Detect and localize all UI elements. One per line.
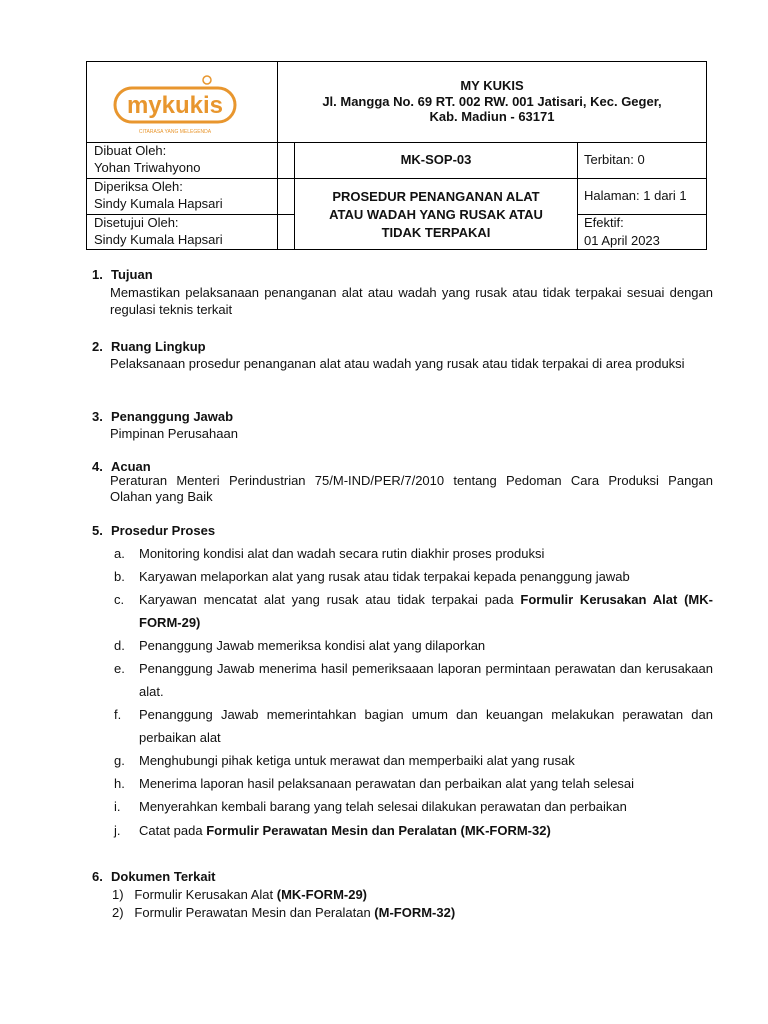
efektif-label: Efektif: bbox=[584, 215, 624, 230]
step-text: Penanggung Jawab menerima hasil pemeriksaaan laporan permintaan perawatan dan kerusakaan alat. bbox=[139, 661, 713, 699]
section-body: Memastikan pelaksanaan penanganan alat atau wadah yang rusak atau tidak terpakai sesuai dengan regulasi teknis terkait bbox=[110, 285, 713, 317]
step-letter: d. bbox=[114, 638, 125, 653]
step-text: Penanggung Jawab memerintahkan bagian umum dan keuangan melakukan perawatan dan perbaikan alat bbox=[139, 707, 713, 745]
logo-tagline: CITARASA YANG MELEGENDA bbox=[138, 129, 212, 135]
step-letter: h. bbox=[114, 776, 125, 791]
doc-name: Formulir Kerusakan Alat bbox=[134, 887, 277, 902]
company-address-line2: Kab. Madiun - 63171 bbox=[429, 109, 555, 124]
section-title: Prosedur Proses bbox=[111, 523, 216, 538]
section-body: Peraturan Menteri Perindustrian 75/M-IND/PER/7/2010 tentang Pedoman Cara Produksi Pangan Olahan yang Baik bbox=[110, 473, 713, 504]
step-letter: f. bbox=[114, 707, 122, 722]
section-number: 1. bbox=[92, 267, 103, 282]
step-letter: e. bbox=[114, 661, 125, 676]
section-dokumen-terkait bbox=[92, 868, 713, 888]
section-number: 4. bbox=[92, 459, 103, 474]
step-letter: c. bbox=[114, 592, 125, 607]
step-letter: j. bbox=[114, 823, 121, 838]
step-letter: a. bbox=[114, 546, 125, 561]
section-title: Dokumen Terkait bbox=[111, 869, 216, 884]
step-text: Menghubungi pihak ketiga untuk merawat dan memperbaiki alat yang rusak bbox=[139, 753, 575, 768]
diperiksa-name: Sindy Kumala Hapsari bbox=[94, 196, 223, 211]
related-document bbox=[112, 904, 455, 921]
doc-code: MK-SOP-03 bbox=[400, 152, 472, 167]
form-reference: Formulir Kerusakan Alat (MK-FORM-29) bbox=[139, 592, 713, 630]
step-text-plain: Karyawan mencatat alat yang rusak atau tidak terpakai pada bbox=[139, 592, 521, 607]
company-name: MY KUKIS bbox=[460, 78, 524, 93]
related-document bbox=[112, 886, 367, 903]
logo-text: mykukis bbox=[126, 92, 224, 119]
section-title: Acuan bbox=[111, 459, 151, 474]
dibuat-label: Dibuat Oleh: bbox=[94, 143, 167, 158]
disetujui-name: Sindy Kumala Hapsari bbox=[94, 232, 223, 247]
section-title: Ruang Lingkup bbox=[111, 339, 206, 354]
step-text: Karyawan melaporkan alat yang rusak atau tidak terpakai kepada penanggung jawab bbox=[139, 569, 630, 584]
step-text: Monitoring kondisi alat dan wadah secara rutin diakhir proses produksi bbox=[139, 546, 545, 561]
section-acuan bbox=[92, 458, 713, 508]
step-text-plain: Catat pada bbox=[139, 823, 207, 838]
divider bbox=[294, 178, 577, 179]
section-number: 2. bbox=[92, 339, 103, 354]
step-text bbox=[139, 588, 713, 634]
divider bbox=[577, 178, 706, 179]
section-tujuan bbox=[92, 266, 713, 326]
step-text: Menyerahkan kembali barang yang telah selesai dilakukan perawatan dan perbaikan bbox=[139, 799, 627, 814]
divider bbox=[577, 142, 578, 249]
halaman: Halaman: 1 dari 1 bbox=[584, 188, 687, 203]
form-reference: Formulir Perawatan Mesin dan Peralatan (MK-FORM-32) bbox=[206, 823, 551, 838]
step-letter: b. bbox=[114, 569, 125, 584]
divider bbox=[87, 142, 706, 143]
section-title: Tujuan bbox=[111, 267, 153, 282]
doc-title-line1: PROSEDUR PENANGANAN ALAT bbox=[332, 189, 540, 204]
header-table bbox=[86, 61, 707, 250]
section-body: Pimpinan Perusahaan bbox=[110, 426, 238, 441]
step-text bbox=[139, 819, 713, 842]
doc-code: (M-FORM-32) bbox=[374, 905, 456, 920]
section-ruang-lingkup bbox=[92, 338, 713, 398]
doc-code: (MK-FORM-29) bbox=[276, 887, 368, 902]
doc-title-line2: ATAU WADAH YANG RUSAK ATAU bbox=[329, 207, 543, 222]
terbitan: Terbitan: 0 bbox=[584, 152, 645, 167]
step-letter: i. bbox=[114, 799, 121, 814]
section-penanggung-jawab bbox=[92, 408, 713, 448]
step-text: Menerima laporan hasil pelaksanaan perawatan dan perbaikan alat yang telah selesai bbox=[139, 776, 635, 791]
company-address-line1: Jl. Mangga No. 69 RT. 002 RW. 001 Jatisari, Kec. Geger, bbox=[322, 94, 662, 109]
diperiksa-label: Diperiksa Oleh: bbox=[94, 179, 183, 194]
section-body: Pelaksanaan prosedur penanganan alat atau wadah yang rusak atau tidak terpakai di area produksi bbox=[110, 356, 685, 371]
company-logo bbox=[105, 68, 263, 140]
disetujui-label: Disetujui Oleh: bbox=[94, 215, 179, 230]
step-letter: g. bbox=[114, 753, 125, 768]
doc-number: 1) bbox=[112, 887, 124, 902]
doc-title-line3: TIDAK TERPAKAI bbox=[381, 225, 491, 240]
section-number: 6. bbox=[92, 869, 103, 884]
doc-number: 2) bbox=[112, 905, 124, 920]
efektif-date: 01 April 2023 bbox=[584, 233, 660, 248]
doc-name: Formulir Perawatan Mesin dan Peralatan bbox=[134, 905, 375, 920]
section-prosedur-proses bbox=[92, 522, 713, 542]
dibuat-name: Yohan Triwahyono bbox=[94, 160, 201, 175]
section-title: Penanggung Jawab bbox=[111, 409, 234, 424]
step-text: Penanggung Jawab memeriksa kondisi alat yang dilaporkan bbox=[139, 638, 486, 653]
section-number: 5. bbox=[92, 523, 103, 538]
section-number: 3. bbox=[92, 409, 103, 424]
